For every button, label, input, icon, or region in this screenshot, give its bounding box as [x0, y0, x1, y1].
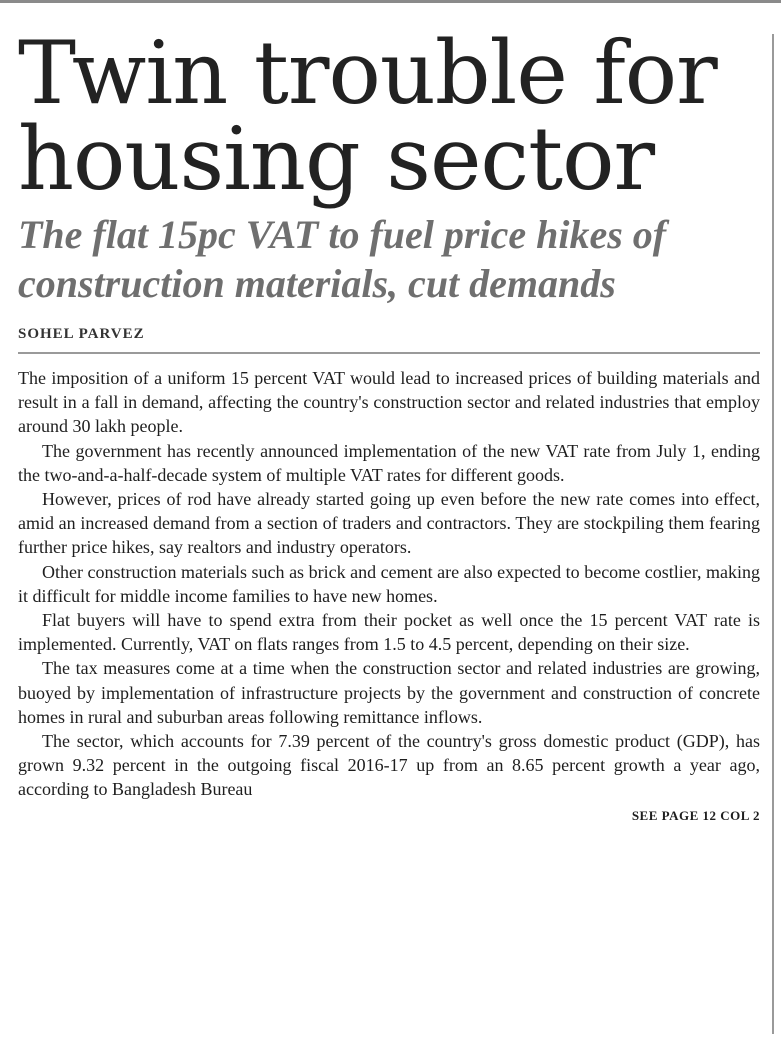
headline: Twin trouble for housing sector: [18, 22, 717, 210]
article-body: [18, 366, 760, 802]
continuation-jump[interactable]: SEE PAGE 12 COL 2: [631, 807, 760, 823]
paragraph-7: The sector, which accounts for 7.39 percent of the country's gross domestic product (GDP), has grown 9.32 percent in the outgoing fiscal 2016-17 up from an 8.65 percent growth a year ago, according to Bangladesh Bureau: [18, 731, 760, 800]
paragraph-1: The imposition of a uniform 15 percent VAT would lead to increased prices of building materials and result in a fall in demand, affecting the country's construction sector and related industries that employ around 30 lakh people.: [18, 368, 760, 437]
paragraph-4: Other construction materials such as brick and cement are also expected to become costlier, making it difficult for middle income families to have new homes.: [18, 561, 760, 606]
paragraph-3: However, prices of rod have already started going up even before the new rate comes into effect, amid an increased demand from a section of traders and contractors. They are stockpiling them fearing further price hikes, say realtors and industry operators.: [18, 489, 760, 558]
byline-divider: [18, 352, 760, 354]
column-edge-rule: [772, 34, 774, 1034]
paragraph-5: Flat buyers will have to spend extra from their pocket as well once the 15 percent VAT rate is implemented. Currently, VAT on flats ranges from 1.5 to 4.5 percent, depending on their size.: [18, 610, 760, 655]
paragraph-2: The government has recently announced implementation of the new VAT rate from July 1, ending the two-and-a-half-decade system of multiple VAT rates for different goods.: [18, 440, 760, 485]
subheadline: The flat 15pc VAT to fuel price hikes of construction materials, cut demands: [18, 212, 667, 306]
paragraph-6: The tax measures come at a time when the construction sector and related industries are growing, buoyed by implementation of infrastructure projects by the government and construction of concrete homes in rural and suburban areas following remittance inflows.: [18, 658, 760, 727]
byline: SOHEL PARVEZ: [18, 326, 145, 342]
article: [18, 0, 763, 824]
